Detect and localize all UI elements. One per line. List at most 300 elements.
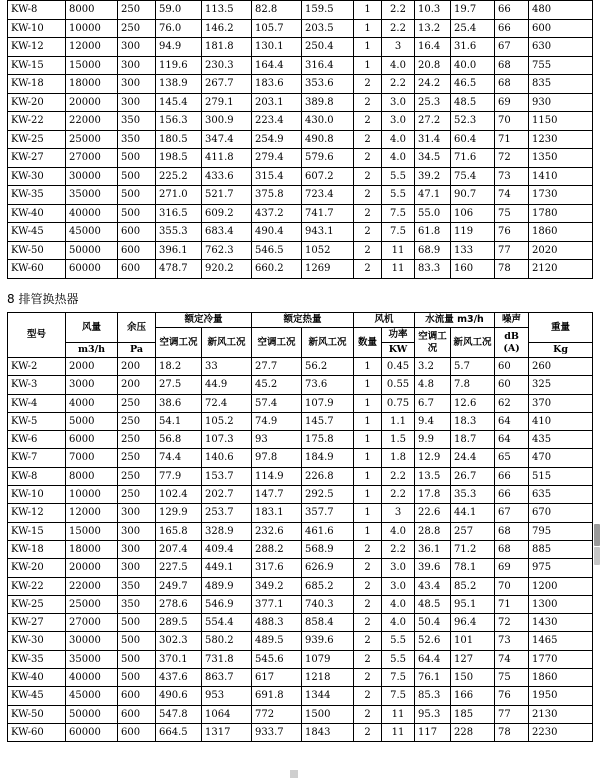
- value-cell: 2: [354, 687, 382, 705]
- value-cell: 933.7: [252, 723, 302, 741]
- value-cell: 106: [451, 204, 495, 223]
- table-row: [8, 486, 593, 504]
- value-cell: 4.0: [382, 522, 415, 540]
- value-cell: 77: [495, 705, 529, 723]
- value-cell: 315.4: [252, 167, 302, 186]
- value-cell: 2: [354, 559, 382, 577]
- value-cell: 43.4: [415, 577, 451, 595]
- value-cell: 75: [495, 204, 529, 223]
- value-cell: 2: [354, 75, 382, 94]
- value-cell: 1430: [529, 614, 593, 632]
- value-cell: 2: [354, 223, 382, 242]
- value-cell: 8000: [66, 467, 118, 485]
- value-cell: 2.2: [382, 486, 415, 504]
- value-cell: 105.2: [202, 412, 252, 430]
- header-fan-count: 数量: [354, 328, 382, 358]
- value-cell: 795: [529, 522, 593, 540]
- value-cell: 45.2: [252, 376, 302, 394]
- value-cell: 30000: [66, 632, 118, 650]
- table-row: [8, 431, 593, 449]
- value-cell: 0.75: [382, 394, 415, 412]
- value-cell: 1: [354, 449, 382, 467]
- value-cell: 47.1: [415, 186, 451, 205]
- value-cell: 97.8: [252, 449, 302, 467]
- value-cell: 396.1: [156, 241, 202, 260]
- value-cell: 350: [118, 595, 156, 613]
- header-heating-fresh: 新风工况: [302, 328, 354, 358]
- value-cell: 1: [354, 431, 382, 449]
- value-cell: 66: [495, 486, 529, 504]
- value-cell: 433.6: [202, 167, 252, 186]
- value-cell: 2.2: [382, 540, 415, 558]
- value-cell: 349.2: [252, 577, 302, 595]
- value-cell: 289.5: [156, 614, 202, 632]
- value-cell: 12.6: [451, 394, 495, 412]
- value-cell: 35.3: [451, 486, 495, 504]
- value-cell: 885: [529, 540, 593, 558]
- value-cell: 68: [495, 522, 529, 540]
- value-cell: 150: [451, 669, 495, 687]
- value-cell: 19.7: [451, 1, 495, 20]
- value-cell: 27000: [66, 614, 118, 632]
- value-cell: 65: [495, 449, 529, 467]
- value-cell: 102.4: [156, 486, 202, 504]
- value-cell: 500: [118, 650, 156, 668]
- value-cell: 223.4: [252, 112, 302, 131]
- value-cell: 1: [354, 19, 382, 38]
- value-cell: 267.7: [202, 75, 252, 94]
- value-cell: 12000: [66, 504, 118, 522]
- value-cell: 11: [382, 241, 415, 260]
- value-cell: 68: [495, 540, 529, 558]
- value-cell: 8000: [66, 1, 118, 20]
- value-cell: 626.9: [302, 559, 354, 577]
- value-cell: 355.3: [156, 223, 202, 242]
- value-cell: 2: [354, 167, 382, 186]
- value-cell: 4.8: [415, 376, 451, 394]
- table-row: [8, 241, 593, 260]
- value-cell: 165.8: [156, 522, 202, 540]
- value-cell: 300: [118, 75, 156, 94]
- value-cell: 93: [252, 431, 302, 449]
- value-cell: 635: [529, 486, 593, 504]
- value-cell: 119: [451, 223, 495, 242]
- value-cell: 580.2: [202, 632, 252, 650]
- table-row: [8, 394, 593, 412]
- table-row: [8, 130, 593, 149]
- value-cell: 2: [354, 149, 382, 168]
- value-cell: 78.1: [451, 559, 495, 577]
- value-cell: 2: [354, 241, 382, 260]
- value-cell: 1465: [529, 632, 593, 650]
- table-row: [8, 723, 593, 741]
- value-cell: 145.4: [156, 93, 202, 112]
- value-cell: 24.2: [415, 75, 451, 94]
- value-cell: 1.5: [382, 431, 415, 449]
- value-cell: 156.3: [156, 112, 202, 131]
- value-cell: 740.3: [302, 595, 354, 613]
- table-row: [8, 577, 593, 595]
- header-cooling-ac: 空调工况: [156, 328, 202, 358]
- value-cell: 18000: [66, 540, 118, 558]
- table-row: [8, 632, 593, 650]
- value-cell: 203.5: [302, 19, 354, 38]
- value-cell: 1: [354, 1, 382, 20]
- model-cell: KW-60: [8, 723, 66, 741]
- value-cell: 920.2: [202, 260, 252, 279]
- value-cell: 1843: [302, 723, 354, 741]
- value-cell: 5000: [66, 412, 118, 430]
- value-cell: 48.5: [415, 595, 451, 613]
- value-cell: 1500: [302, 705, 354, 723]
- table-row: [8, 56, 593, 75]
- value-cell: 27.2: [415, 112, 451, 131]
- table-row: [8, 38, 593, 57]
- value-cell: 461.6: [302, 522, 354, 540]
- value-cell: 835: [529, 75, 593, 94]
- model-cell: KW-5: [8, 412, 66, 430]
- table-row: [8, 522, 593, 540]
- value-cell: 600: [118, 705, 156, 723]
- value-cell: 18.7: [451, 431, 495, 449]
- value-cell: 22000: [66, 112, 118, 131]
- value-cell: 184.9: [302, 449, 354, 467]
- value-cell: 257: [451, 522, 495, 540]
- page-marker: [290, 770, 298, 778]
- value-cell: 13.2: [415, 19, 451, 38]
- table-row: [8, 223, 593, 242]
- value-cell: 254.9: [252, 130, 302, 149]
- value-cell: 4.0: [382, 130, 415, 149]
- header-airflow: 风量: [66, 313, 118, 343]
- value-cell: 2: [354, 540, 382, 558]
- value-cell: 1218: [302, 669, 354, 687]
- table-row: [8, 75, 593, 94]
- header-model: 型号: [8, 313, 66, 358]
- value-cell: 61.8: [415, 223, 451, 242]
- value-cell: 2: [354, 632, 382, 650]
- value-cell: 1344: [302, 687, 354, 705]
- value-cell: 35000: [66, 186, 118, 205]
- value-cell: 250: [118, 19, 156, 38]
- value-cell: 30000: [66, 167, 118, 186]
- value-cell: 600: [118, 260, 156, 279]
- value-cell: 1064: [202, 705, 252, 723]
- model-cell: KW-12: [8, 38, 66, 57]
- value-cell: 5.5: [382, 167, 415, 186]
- value-cell: 5.7: [451, 358, 495, 376]
- value-cell: 1230: [529, 130, 593, 149]
- value-cell: 56.2: [302, 358, 354, 376]
- value-cell: 107.3: [202, 431, 252, 449]
- value-cell: 2: [354, 577, 382, 595]
- value-cell: 250.4: [302, 38, 354, 57]
- value-cell: 1300: [529, 595, 593, 613]
- value-cell: 1200: [529, 577, 593, 595]
- value-cell: 350: [118, 577, 156, 595]
- value-cell: 39.6: [415, 559, 451, 577]
- value-cell: 1.8: [382, 449, 415, 467]
- value-cell: 7.5: [382, 223, 415, 242]
- value-cell: 96.4: [451, 614, 495, 632]
- value-cell: 490.4: [252, 223, 302, 242]
- value-cell: 71: [495, 130, 529, 149]
- value-cell: 77: [495, 241, 529, 260]
- value-cell: 56.8: [156, 431, 202, 449]
- table-row: [8, 167, 593, 186]
- value-cell: 94.9: [156, 38, 202, 57]
- scroll-handle-lower[interactable]: [594, 547, 600, 565]
- value-cell: 200: [118, 376, 156, 394]
- value-cell: 279.4: [252, 149, 302, 168]
- value-cell: 478.7: [156, 260, 202, 279]
- value-cell: 227.5: [156, 559, 202, 577]
- value-cell: 2: [354, 595, 382, 613]
- header-power-unit: KW: [382, 343, 415, 358]
- value-cell: 76: [495, 687, 529, 705]
- model-cell: KW-15: [8, 522, 66, 540]
- table-row: [8, 559, 593, 577]
- value-cell: 292.5: [302, 486, 354, 504]
- value-cell: 73: [495, 167, 529, 186]
- value-cell: 20.8: [415, 56, 451, 75]
- value-cell: 5.5: [382, 186, 415, 205]
- value-cell: 1317: [202, 723, 252, 741]
- value-cell: 1860: [529, 669, 593, 687]
- value-cell: 250: [118, 431, 156, 449]
- value-cell: 300: [118, 504, 156, 522]
- value-cell: 66: [495, 1, 529, 20]
- value-cell: 579.6: [302, 149, 354, 168]
- value-cell: 5.5: [382, 650, 415, 668]
- value-cell: 12000: [66, 38, 118, 57]
- value-cell: 20000: [66, 559, 118, 577]
- scroll-handle[interactable]: [594, 524, 600, 546]
- model-cell: KW-6: [8, 431, 66, 449]
- value-cell: 2: [354, 93, 382, 112]
- value-cell: 1860: [529, 223, 593, 242]
- value-cell: 6000: [66, 431, 118, 449]
- value-cell: 101: [451, 632, 495, 650]
- value-cell: 55.0: [415, 204, 451, 223]
- value-cell: 2: [354, 112, 382, 131]
- model-cell: KW-50: [8, 705, 66, 723]
- table-row: [8, 650, 593, 668]
- value-cell: 85.3: [415, 687, 451, 705]
- value-cell: 546.9: [202, 595, 252, 613]
- value-cell: 375.8: [252, 186, 302, 205]
- value-cell: 410: [529, 412, 593, 430]
- value-cell: 114.9: [252, 467, 302, 485]
- value-cell: 130.1: [252, 38, 302, 57]
- value-cell: 2.2: [382, 75, 415, 94]
- value-cell: 953: [202, 687, 252, 705]
- value-cell: 470: [529, 449, 593, 467]
- value-cell: 2: [354, 669, 382, 687]
- value-cell: 113.5: [202, 1, 252, 20]
- header-heating-ac: 空调工况: [252, 328, 302, 358]
- value-cell: 2120: [529, 260, 593, 279]
- header-noise-unit: dB (A): [495, 328, 529, 358]
- value-cell: 2: [354, 650, 382, 668]
- value-cell: 66: [495, 467, 529, 485]
- value-cell: 1: [354, 504, 382, 522]
- value-cell: 140.6: [202, 449, 252, 467]
- value-cell: 20000: [66, 93, 118, 112]
- value-cell: 300: [118, 522, 156, 540]
- value-cell: 1079: [302, 650, 354, 668]
- model-cell: KW-25: [8, 595, 66, 613]
- value-cell: 7.5: [382, 687, 415, 705]
- value-cell: 16.4: [415, 38, 451, 57]
- value-cell: 147.7: [252, 486, 302, 504]
- value-cell: 28.8: [415, 522, 451, 540]
- value-cell: 250: [118, 486, 156, 504]
- value-cell: 683.4: [202, 223, 252, 242]
- value-cell: 75: [495, 669, 529, 687]
- table-row: [8, 669, 593, 687]
- value-cell: 500: [118, 614, 156, 632]
- model-cell: KW-12: [8, 504, 66, 522]
- value-cell: 2: [354, 723, 382, 741]
- value-cell: 249.7: [156, 577, 202, 595]
- value-cell: 490.8: [302, 130, 354, 149]
- value-cell: 3: [382, 504, 415, 522]
- value-cell: 117: [415, 723, 451, 741]
- heat-exchanger-8-row-table: [7, 312, 593, 742]
- value-cell: 300: [118, 559, 156, 577]
- model-cell: KW-4: [8, 394, 66, 412]
- value-cell: 670: [529, 504, 593, 522]
- value-cell: 198.5: [156, 149, 202, 168]
- value-cell: 316.4: [302, 56, 354, 75]
- value-cell: 44.9: [202, 376, 252, 394]
- value-cell: 7000: [66, 449, 118, 467]
- value-cell: 546.5: [252, 241, 302, 260]
- value-cell: 7.8: [451, 376, 495, 394]
- value-cell: 73.6: [302, 376, 354, 394]
- value-cell: 449.1: [202, 559, 252, 577]
- table-row: [8, 19, 593, 38]
- table-row: [8, 358, 593, 376]
- value-cell: 24.4: [451, 449, 495, 467]
- value-cell: 62: [495, 394, 529, 412]
- value-cell: 54.1: [156, 412, 202, 430]
- value-cell: 59.0: [156, 1, 202, 20]
- table-row: [8, 1, 593, 20]
- table-row: [8, 412, 593, 430]
- model-cell: KW-18: [8, 540, 66, 558]
- value-cell: 930: [529, 93, 593, 112]
- value-cell: 26.7: [451, 467, 495, 485]
- value-cell: 600: [118, 687, 156, 705]
- value-cell: 52.6: [415, 632, 451, 650]
- model-cell: KW-7: [8, 449, 66, 467]
- table-row: [8, 93, 593, 112]
- value-cell: 78: [495, 260, 529, 279]
- value-cell: 278.6: [156, 595, 202, 613]
- value-cell: 64: [495, 431, 529, 449]
- model-cell: KW-60: [8, 260, 66, 279]
- header-water-ac: 空调工况: [415, 328, 451, 358]
- value-cell: 76: [495, 223, 529, 242]
- value-cell: 75.4: [451, 167, 495, 186]
- value-cell: 25000: [66, 595, 118, 613]
- value-cell: 0.55: [382, 376, 415, 394]
- value-cell: 3000: [66, 376, 118, 394]
- value-cell: 71: [495, 595, 529, 613]
- value-cell: 3.2: [415, 358, 451, 376]
- model-cell: KW-10: [8, 486, 66, 504]
- value-cell: 1770: [529, 650, 593, 668]
- value-cell: 1: [354, 358, 382, 376]
- value-cell: 60.4: [451, 130, 495, 149]
- model-cell: KW-35: [8, 186, 66, 205]
- header-airflow-unit: m3/h: [66, 343, 118, 358]
- value-cell: 11: [382, 260, 415, 279]
- value-cell: 66: [495, 19, 529, 38]
- table-row: [8, 260, 593, 279]
- table-row: [8, 186, 593, 205]
- value-cell: 160: [451, 260, 495, 279]
- model-cell: KW-3: [8, 376, 66, 394]
- value-cell: 370.1: [156, 650, 202, 668]
- value-cell: 2.2: [382, 467, 415, 485]
- value-cell: 71.2: [451, 540, 495, 558]
- header-rated-heating: 额定热量: [252, 313, 354, 328]
- value-cell: 40000: [66, 204, 118, 223]
- value-cell: 2: [354, 614, 382, 632]
- value-cell: 279.1: [202, 93, 252, 112]
- value-cell: 1: [354, 486, 382, 504]
- value-cell: 328.9: [202, 522, 252, 540]
- model-cell: KW-20: [8, 559, 66, 577]
- value-cell: 72.4: [202, 394, 252, 412]
- value-cell: 18.3: [451, 412, 495, 430]
- value-cell: 300: [118, 56, 156, 75]
- value-cell: 600: [118, 241, 156, 260]
- table-row: [8, 376, 593, 394]
- value-cell: 67: [495, 38, 529, 57]
- value-cell: 2: [354, 186, 382, 205]
- value-cell: 489.5: [252, 632, 302, 650]
- value-cell: 225.2: [156, 167, 202, 186]
- value-cell: 60000: [66, 723, 118, 741]
- value-cell: 1950: [529, 687, 593, 705]
- value-cell: 7.5: [382, 204, 415, 223]
- value-cell: 72: [495, 614, 529, 632]
- value-cell: 4.0: [382, 595, 415, 613]
- value-cell: 38.6: [156, 394, 202, 412]
- value-cell: 762.3: [202, 241, 252, 260]
- value-cell: 31.6: [451, 38, 495, 57]
- value-cell: 250: [118, 1, 156, 20]
- model-cell: KW-27: [8, 614, 66, 632]
- model-cell: KW-15: [8, 56, 66, 75]
- value-cell: 9.9: [415, 431, 451, 449]
- value-cell: 230.3: [202, 56, 252, 75]
- value-cell: 302.3: [156, 632, 202, 650]
- value-cell: 489.9: [202, 577, 252, 595]
- value-cell: 200: [118, 358, 156, 376]
- value-cell: 4000: [66, 394, 118, 412]
- value-cell: 2000: [66, 358, 118, 376]
- value-cell: 858.4: [302, 614, 354, 632]
- value-cell: 939.6: [302, 632, 354, 650]
- value-cell: 46.5: [451, 75, 495, 94]
- value-cell: 153.7: [202, 467, 252, 485]
- model-cell: KW-30: [8, 167, 66, 186]
